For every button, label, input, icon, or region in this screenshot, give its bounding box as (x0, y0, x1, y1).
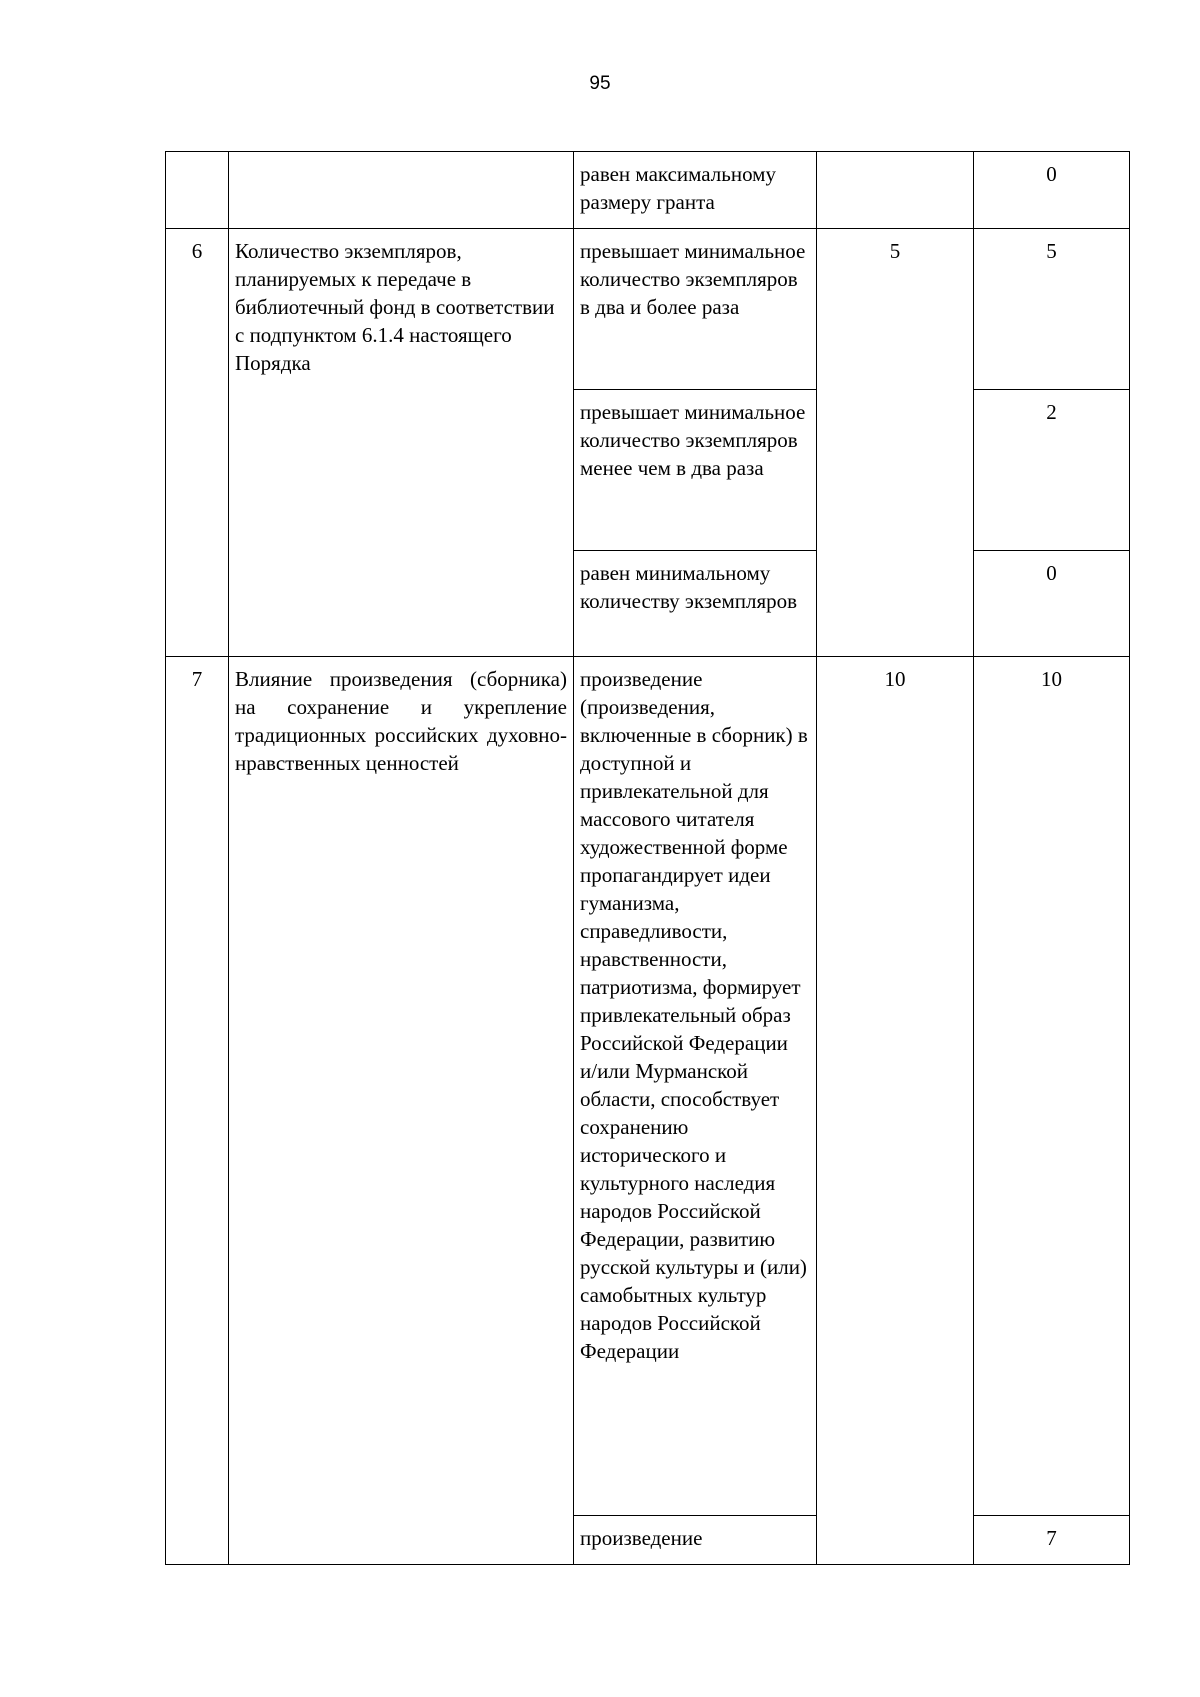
score-cell: 2 (974, 390, 1130, 551)
table-row-6 (166, 229, 1130, 390)
row-number-cell: 7 (166, 657, 229, 1565)
page-number: 95 (589, 73, 611, 94)
condition-cell: равен минимальному количеству экземпляров (574, 551, 817, 657)
max-score-cell: 10 (817, 657, 974, 1565)
criteria-table (165, 151, 1130, 1565)
row-number-cell (166, 152, 229, 229)
condition-cell: произведение (произведения, включенные в сборник) в доступной и привлекательной для массового читателя художественной форме пропагандирует идеи гуманизма, справедливости, нравственности, патриотизма, формирует привлекательный образ Российской Федерации и/или Мурманской области, способствует сохранению исторического и культурного наследия народов Российской Федерации, развитию русской культуры и (или) самобытных культур народов Российской Федерации (574, 657, 817, 1516)
score-cell: 0 (974, 551, 1130, 657)
condition-cell: превышает минимальное количество экземпляров в два и более раза (574, 229, 817, 390)
table-row-continuation (166, 152, 1130, 229)
max-score-cell: 5 (817, 229, 974, 657)
criterion-cell: Количество экземпляров, планируемых к передаче в библиотечный фонд в соответствии с подпунктом 6.1.4 настоящего Порядка (229, 229, 574, 657)
condition-cell: равен максимальному размеру гранта (574, 152, 817, 229)
score-cell: 5 (974, 229, 1130, 390)
score-cell: 10 (974, 657, 1130, 1516)
score-cell: 7 (974, 1516, 1130, 1565)
criterion-cell: Влияние произведения (сборника) на сохранение и укрепление традиционных российских духовно-нравственных ценностей (229, 657, 574, 1565)
score-cell: 0 (974, 152, 1130, 229)
condition-cell: превышает минимальное количество экземпляров менее чем в два раза (574, 390, 817, 551)
row-number-cell: 6 (166, 229, 229, 657)
criterion-cell (229, 152, 574, 229)
condition-cell: произведение (574, 1516, 817, 1565)
max-score-cell (817, 152, 974, 229)
table-row-7 (166, 657, 1130, 1516)
